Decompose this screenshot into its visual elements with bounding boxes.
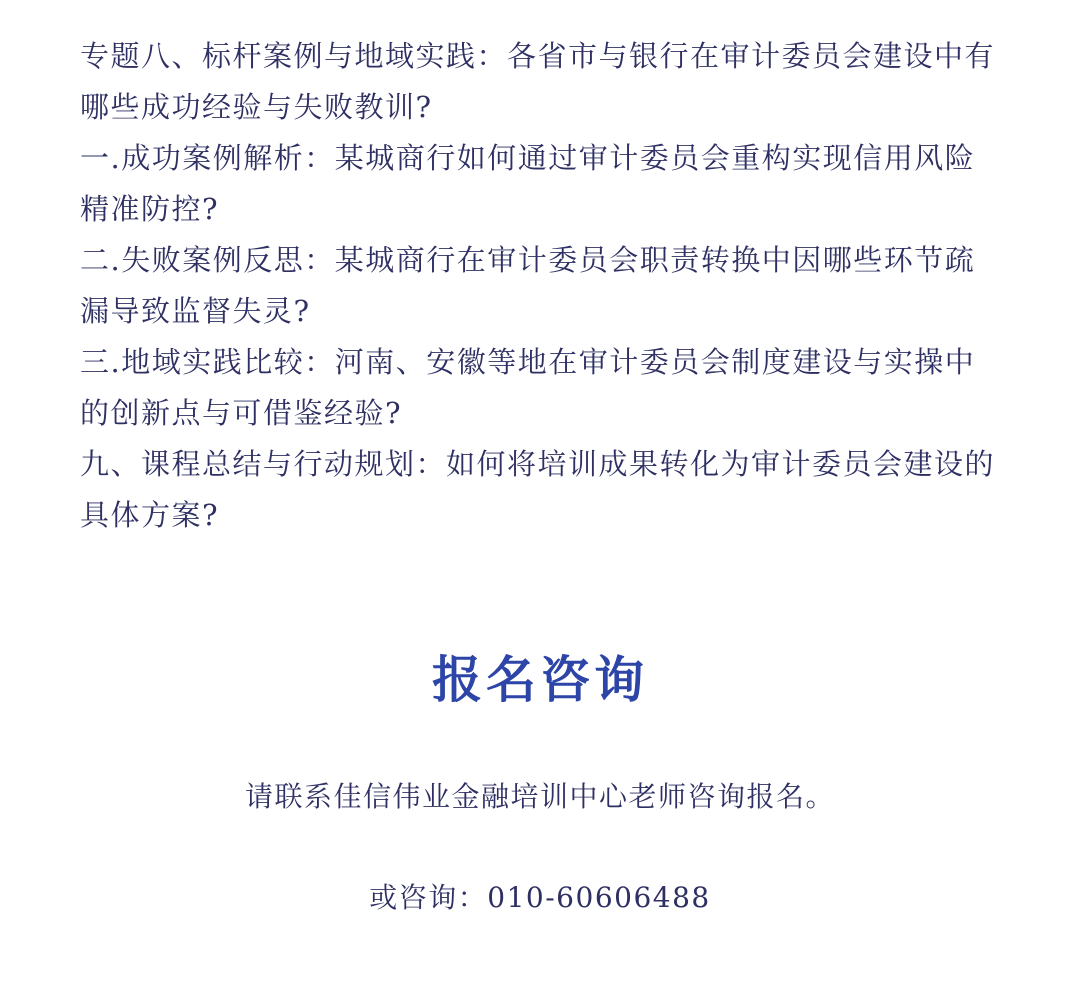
- topic-list: [80, 31, 1005, 541]
- topic-item-8: 专题八、标杆案例与地域实践：各省市与银行在审计委员会建设中有哪些成功经验与失败教训?: [80, 39, 996, 124]
- registration-phone[interactable]: 或咨询：010-60606488: [369, 881, 711, 914]
- topic-subitem-3: 三.地域实践比较：河南、安徽等地在审计委员会制度建设与实操中的创新点与可借鉴经验?: [80, 345, 976, 430]
- topic-subitem-1: 一.成功案例解析：某城商行如何通过审计委员会重构实现信用风险精准防控?: [80, 141, 976, 226]
- registration-heading: 报名咨询: [432, 651, 648, 709]
- topic-subitem-2: 二.失败案例反思：某城商行在审计委员会职责转换中因哪些环节疏漏导致监督失灵?: [80, 243, 976, 328]
- topic-item-9: 九、课程总结与行动规划：如何将培训成果转化为审计委员会建设的具体方案?: [80, 447, 996, 532]
- registration-contact-text: 请联系佳信伟业金融培训中心老师咨询报名。: [244, 780, 835, 813]
